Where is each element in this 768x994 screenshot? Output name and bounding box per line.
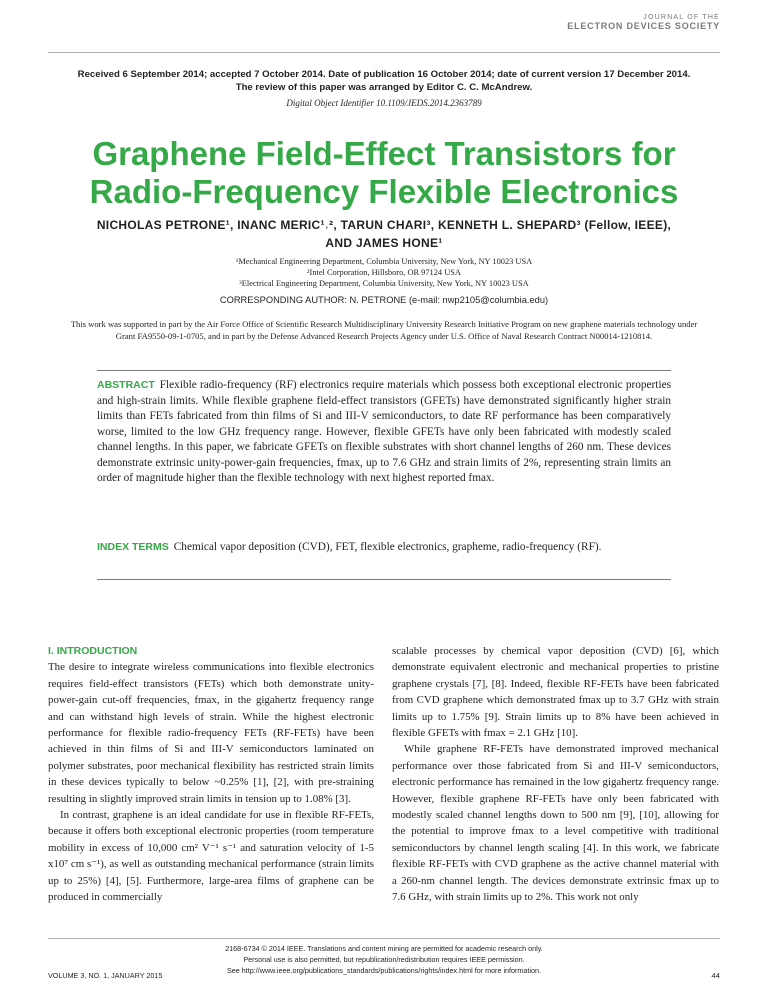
paper-title-line1: Graphene Field-Effect Transistors for [92,135,676,172]
author-list-line1: NICHOLAS PETRONE¹, INANC MERIC¹˒², TARUN CHARI³, KENNETH L. SHEPARD³ (Fellow, IEEE), [96,218,672,232]
journal-logo-line2: ELECTRON DEVICES SOCIETY [567,21,720,31]
abstract-label: ABSTRACT [97,379,155,391]
affiliations [70,256,698,289]
footer-volume: VOLUME 3, NO. 1, JANUARY 2015 [48,971,163,980]
abstract-top-rule [97,370,671,371]
header-divider [48,52,720,53]
abstract-bottom-rule [97,579,671,580]
author-list-line2: AND JAMES HONE¹ [325,236,443,250]
doi-line: Digital Object Identifier 10.1109/JEDS.2014.2363789 [286,98,482,108]
index-terms [97,540,671,556]
abstract [97,378,671,487]
right-column [392,643,719,906]
left-column [48,643,374,906]
index-terms-label: INDEX TERMS [97,541,169,553]
intro-paragraph-1: The desire to integrate wireless communications into flexible electronics requires field-effect transistors (FETs) which both demonstrate unity-power-gain cut-off frequencies, fmax, in the gigahertz frequency range and can withstand high levels of strain. While the highest electronic performance for flexible radio-frequency FETs (RF-FETs) have been achieved in thin films of Si and III-V semiconductors laminated on polymer substrates, poor mechanical flexibility has restricted strain limits in these devices typically to below ~0.25% [1], [2], with pre-straining resulting in slightly improved strain limits in tension up to 1.08% [3]. [48,661,374,805]
intro-paragraph-3: scalable processes by chemical vapor deposition (CVD) [6], which demonstrate equivalent electronic and mechanical properties to pristine graphene crystals [7], [8]. Indeed, flexible RF-FETs have been fabricated from CVD graphene which demonstrated fmax up to 3.7 GHz with strain limits up to 1.75% [9]. Strain limits up to 8% have been achieved in flexible GFETs with fmax = 2.1 GHz [10]. [392,645,719,740]
paper-title-line2: Radio-Frequency Flexible Electronics [89,173,679,210]
footer-copyright-line3: See http://www.ieee.org/publications_standards/publications/rights/index.html for more information. [226,966,542,975]
abstract-text: Flexible radio-frequency (RF) electronics require materials which possess both exceptional electronic properties and high-strain limits. While flexible graphene field-effect transistors (GFETs) have demonstrated significantly higher strain limits than FETs fabricated from thin films of Si and III-V semiconductors, to date RF performance has been comparatively worse, limited to the low GHz frequency range. However, flexible GFETs have only been fabricated with modestly scaled channel lengths. In this paper, we fabricate GFETs on flexible substrates with short channel lengths of 260 nm. These devices demonstrate extrinsic unity-power-gain frequencies, fmax, up to 7.6 GHz and strain limits of 2%, representing strain limits an order of magnitude higher than the flexible technology with next highest reported fmax. [97,379,671,484]
journal-logo [567,14,720,31]
index-terms-text: Chemical vapor deposition (CVD), FET, flexible electronics, grapheme, radio-frequency (RF). [173,541,602,553]
footer-copyright-line2: Personal use is also permitted, but republication/redistribution requires IEEE permission. [243,955,525,964]
intro-paragraph-4: While graphene RF-FETs have demonstrated improved mechanical performance over those fabricated from Si and III-V semiconductors, electronic performance has remained in the low gigahertz frequency range. However, flexible graphene RF-FETs have only been fabricated with modestly scaled channel lengths down to 500 nm [9], [10], allowing for the potential to improve fmax to a level competitive with traditional semiconductors by channel length scaling [4]. In this work, we fabricate flexible RF-FETs with CVD graphene as the active channel material with a 260-nm channel length. The devices demonstrate extrinsic fmax up to 7.6 GHz, with strain limits up to 2%. This work not only [392,743,719,904]
corresponding-author: CORRESPONDING AUTHOR: N. PETRONE (e-mail: nwp2105@columbia.edu) [219,295,549,305]
page-number: 44 [711,971,720,980]
footer-copyright [120,943,648,976]
received-dates: Received 6 September 2014; accepted 7 October 2014. Date of publication 16 October 2014; date of current version 17 December 2014. The review of this paper was arranged by Editor C. C. McAndrew. [77,69,691,93]
footer-divider [48,938,720,939]
footer-copyright-line1: 2168-6734 © 2014 IEEE. Translations and content mining are permitted for academic research only. [225,944,543,953]
affiliation-2: ²Intel Corporation, Hillsboro, OR 97124 USA [307,268,461,277]
paper-title [60,135,708,211]
journal-logo-line1: JOURNAL OF THE [643,14,720,21]
funding-note: This work was supported in part by the Air Force Office of Scientific Research Multidisciplinary University Research Initiative Program on new graphene materials technology under Grant FA9550-09-1-0705, and in part by the Defense Advanced Research Projects Agency under U.S. Office of Naval Research Contract N00014-1210814. [70,319,698,341]
section-heading: I. INTRODUCTION [48,645,138,657]
author-list [70,216,698,252]
intro-paragraph-2: In contrast, graphene is an ideal candidate for use in flexible RF-FETs, because it offers both exceptional electronic properties (room temperature mobility in excess of 10,000 cm² V⁻¹ s⁻¹ and saturation velocity of 1-5 x10⁷ cm s⁻¹), as well as outstanding mechanical performance (strain limits up to 25%) [4], [5]. Furthermore, large-area films of graphene can be produced in commercially [48,809,374,904]
affiliation-1: ¹Mechanical Engineering Department, Columbia University, New York, NY 10023 USA [235,257,533,266]
affiliation-3: ³Electrical Engineering Department, Columbia University, New York, NY 10023 USA [239,279,529,288]
